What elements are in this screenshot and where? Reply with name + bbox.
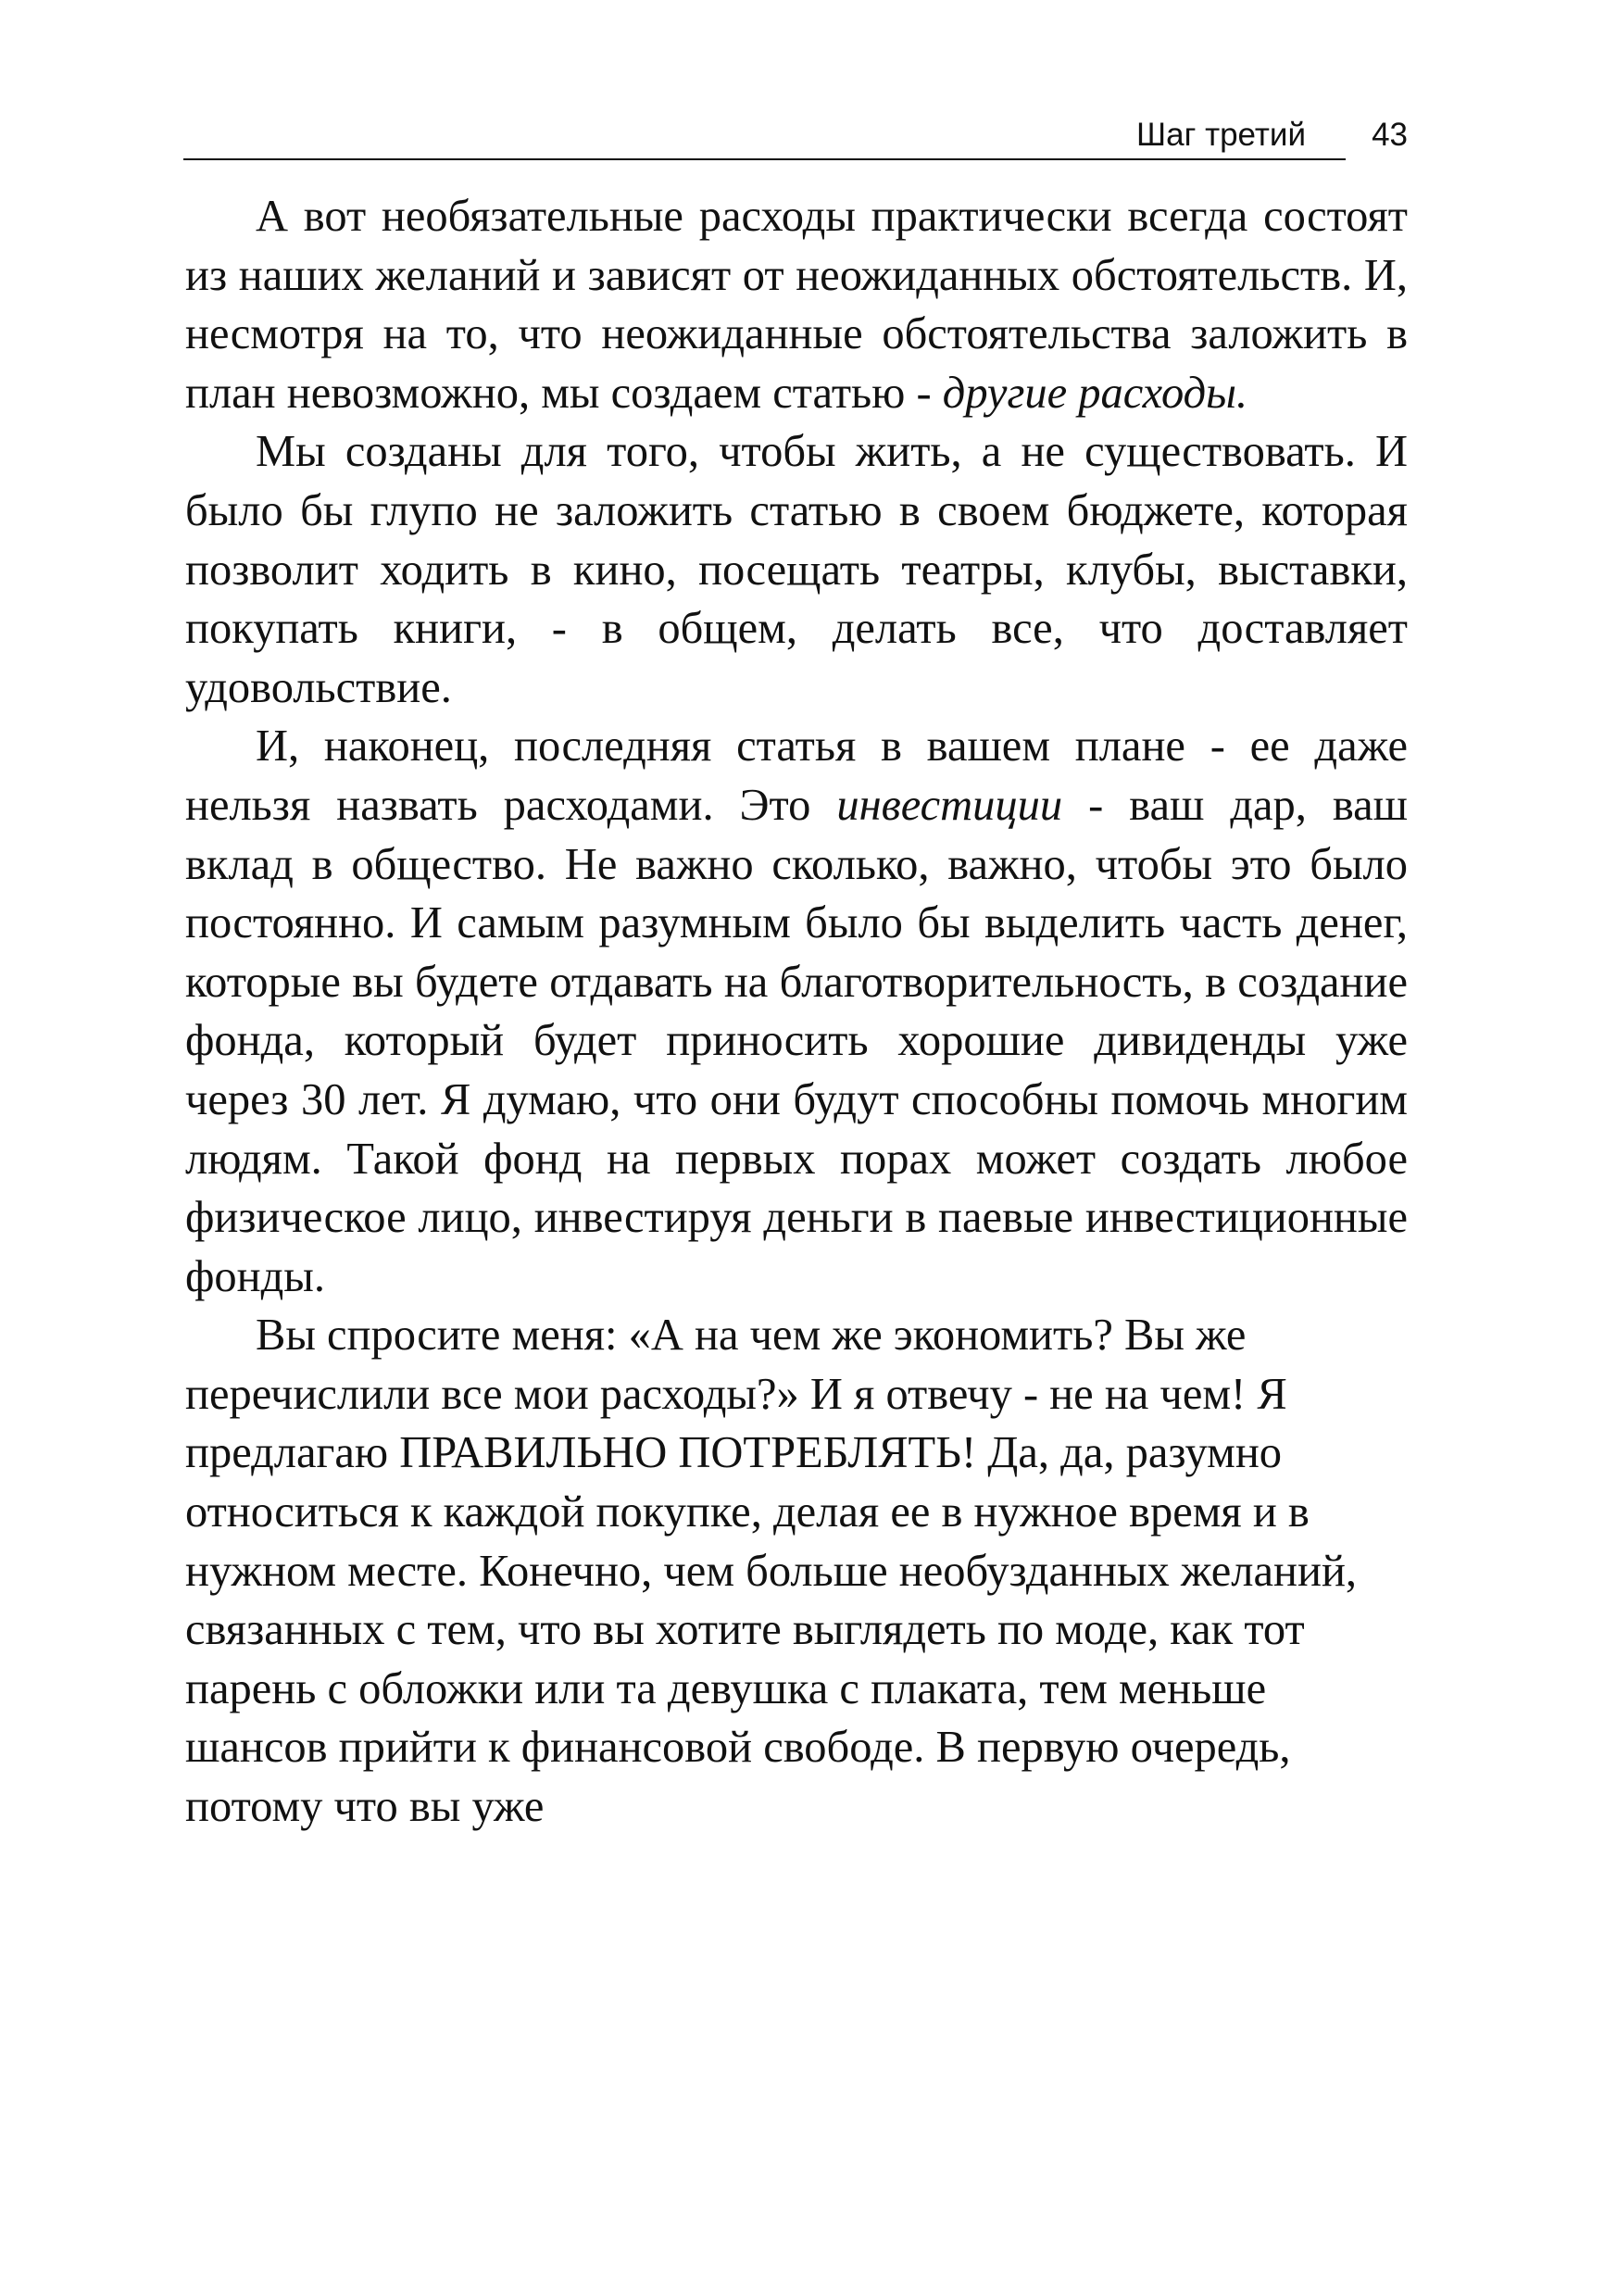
paragraph-1-italic: другие расходы. [942,368,1248,418]
paragraph-4: Вы спросите меня: «А на чем же экономить? Вы же перечислили все мои расходы?» И я отвечу - не на чем! Я предлагаю ПРАВИЛЬНО ПОТРЕБЛЯТЬ! Да, да, разумно относиться к каждой покупке, делая ее в нужное время и в нужном месте. Конечно, чем больше необузданных желаний, связанных с тем, что вы хотите выглядеть по моде, как тот парень с обложки или та девушка с плаката, тем меньше шансов прийти к финансовой свободе. В первую очередь, потому что вы уже [185,1311,1358,1832]
paragraph-3-text-start: И, наконец, последняя статья в вашем плане - ее даже нельзя назвать расходами. Это [185,721,1408,830]
chapter-title: Шаг третий [1136,117,1306,153]
page-number: 43 [1372,117,1408,153]
header-rule [183,158,1346,160]
paragraph-2: Мы созданы для того, чтобы жить, а не существовать. И было бы глупо не заложить статью в своем бюджете, которая позволит ходить в кино, посещать театры, клубы, выставки, покупать книги, - в общем, делать все, что доставляет удовольствие. [185,427,1408,712]
paragraph-3 [185,717,1408,1306]
paragraph-3-italic: инвестиции [836,780,1063,830]
paragraph-1 [185,187,1408,422]
body-text [185,187,1408,1837]
running-header [183,111,1408,167]
paragraph-1-text: А вот необязательные расходы практически всегда состоят из наших желаний и зависят от неожиданных обстоятельств. И, несмотря на то, что неожиданные обстоятельства заложить в план невозможно, мы создаем статью - [185,192,1408,418]
paragraph-3-text-end: - ваш дар, ваш вклад в общество. Не важно сколько, важно, чтобы это было постоянно. И самым разумным было бы выделить часть денег, которые вы будете отдавать на благотворительность, в создание фонда, который будет приносить хорошие дивиденды уже через 30 лет. Я думаю, что они будут способны помочь многим людям. Такой фонд на первых порах может создать любое физическое лицо, инвестируя деньги в паевые инвестиционные фонды. [185,780,1408,1301]
